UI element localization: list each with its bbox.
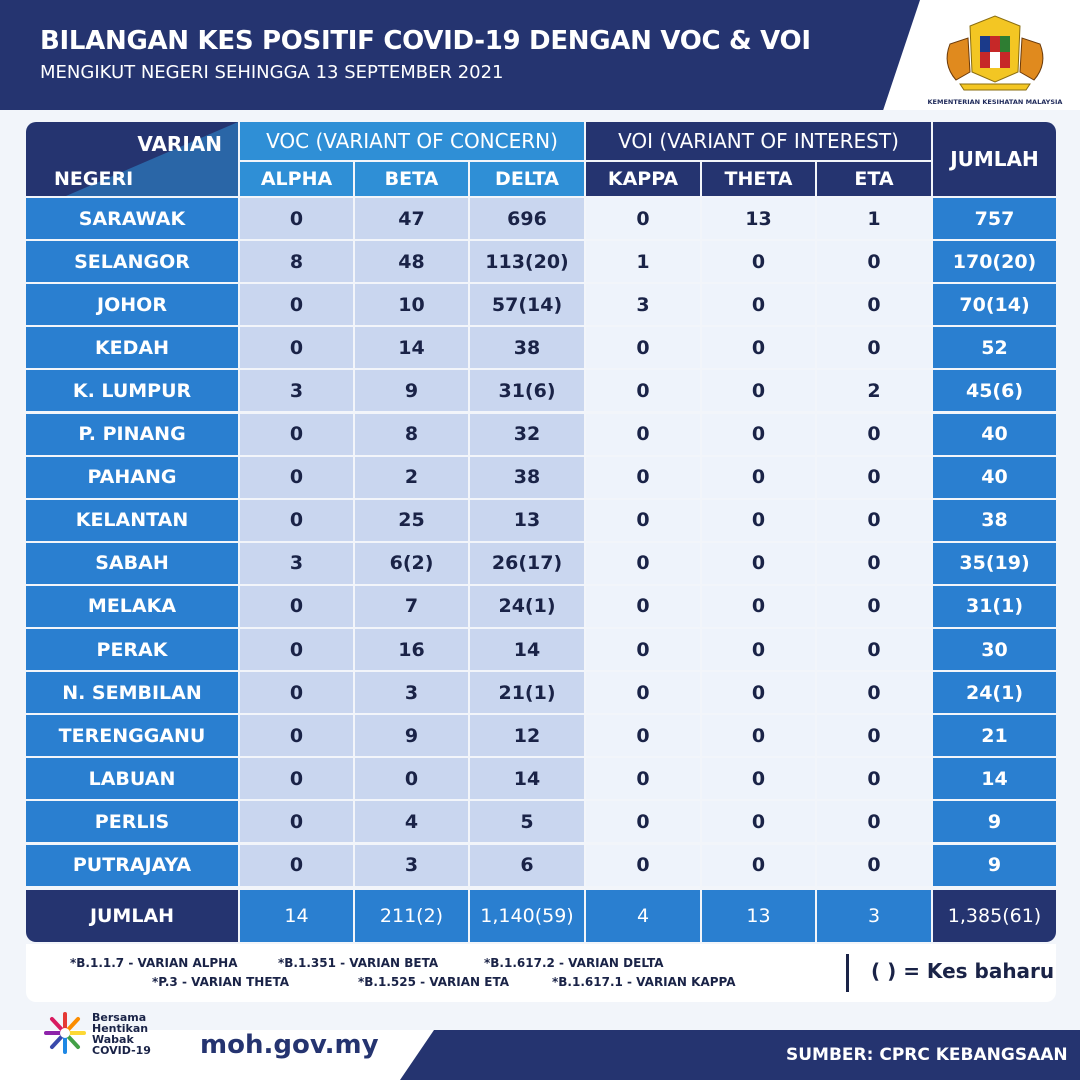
cell-theta: 0	[702, 543, 815, 584]
footer-total-alpha: 14	[240, 890, 353, 942]
row-state-label: PERLIS	[26, 801, 238, 842]
cell-beta: 25	[355, 500, 468, 541]
cell-kappa: 1	[586, 241, 700, 282]
cell-total: 38	[933, 500, 1056, 541]
cell-beta: 9	[355, 370, 468, 411]
cell-total: 52	[933, 327, 1056, 368]
cell-beta: 6(2)	[355, 543, 468, 584]
cell-alpha: 0	[240, 284, 353, 325]
cell-kappa: 0	[586, 500, 700, 541]
cell-eta: 0	[817, 457, 931, 498]
cell-theta: 0	[702, 715, 815, 756]
note-delta: *B.1.617.2 - VARIAN DELTA	[484, 956, 664, 970]
note-eta: *B.1.525 - VARIAN ETA	[358, 975, 509, 989]
cell-delta: 57(14)	[470, 284, 584, 325]
cell-alpha: 0	[240, 629, 353, 670]
voc-group-header: VOC (VARIANT OF CONCERN)	[240, 122, 584, 160]
covid-campaign-logo-icon	[42, 1010, 88, 1056]
row-state-label: N. SEMBILAN	[26, 672, 238, 713]
cell-total: 35(19)	[933, 543, 1056, 584]
variant-table	[26, 122, 1056, 942]
cell-kappa: 0	[586, 758, 700, 799]
cell-delta: 5	[470, 801, 584, 842]
row-state-label: SELANGOR	[26, 241, 238, 282]
cell-alpha: 3	[240, 543, 353, 584]
cell-beta: 16	[355, 629, 468, 670]
row-state-label: PERAK	[26, 629, 238, 670]
cell-total: 30	[933, 629, 1056, 670]
cell-total: 757	[933, 198, 1056, 239]
cell-delta: 21(1)	[470, 672, 584, 713]
column-header-alpha: ALPHA	[240, 162, 353, 196]
cell-theta: 0	[702, 672, 815, 713]
corner-label-varian: VARIAN	[137, 132, 222, 156]
cell-theta: 0	[702, 586, 815, 627]
cell-delta: 31(6)	[470, 370, 584, 411]
cell-theta: 0	[702, 801, 815, 842]
cell-delta: 113(20)	[470, 241, 584, 282]
row-state-label: PAHANG	[26, 457, 238, 498]
cell-alpha: 0	[240, 457, 353, 498]
cell-kappa: 0	[586, 414, 700, 455]
legend-divider	[846, 954, 849, 992]
cell-alpha: 0	[240, 672, 353, 713]
row-state-label: JOHOR	[26, 284, 238, 325]
cell-alpha: 0	[240, 845, 353, 886]
coat-of-arms-icon	[940, 14, 1050, 94]
cell-delta: 12	[470, 715, 584, 756]
cell-theta: 0	[702, 629, 815, 670]
cell-total: 24(1)	[933, 672, 1056, 713]
cell-beta: 10	[355, 284, 468, 325]
column-header-delta: DELTA	[470, 162, 584, 196]
cell-eta: 0	[817, 715, 931, 756]
cell-kappa: 3	[586, 284, 700, 325]
cell-total: 70(14)	[933, 284, 1056, 325]
campaign-text: Bersama Hentikan Wabak COVID-19	[92, 1011, 151, 1057]
cell-alpha: 0	[240, 801, 353, 842]
cell-beta: 4	[355, 801, 468, 842]
cell-beta: 14	[355, 327, 468, 368]
cell-beta: 3	[355, 845, 468, 886]
footer-total-eta: 3	[817, 890, 931, 942]
legend-new-cases: ( ) = Kes baharu	[871, 959, 1055, 983]
row-state-label: KEDAH	[26, 327, 238, 368]
cell-theta: 0	[702, 327, 815, 368]
cell-delta: 6	[470, 845, 584, 886]
footer-total-beta: 211(2)	[355, 890, 468, 942]
row-state-label: PUTRAJAYA	[26, 845, 238, 886]
cell-kappa: 0	[586, 370, 700, 411]
cell-alpha: 8	[240, 241, 353, 282]
corner-label-negeri: NEGERI	[54, 168, 134, 190]
cell-total: 9	[933, 845, 1056, 886]
cell-kappa: 0	[586, 543, 700, 584]
cell-total: 14	[933, 758, 1056, 799]
cell-kappa: 0	[586, 198, 700, 239]
notes-panel	[26, 944, 1056, 1002]
row-state-label: KELANTAN	[26, 500, 238, 541]
cell-alpha: 0	[240, 758, 353, 799]
cell-theta: 0	[702, 500, 815, 541]
cell-kappa: 0	[586, 672, 700, 713]
cell-theta: 0	[702, 370, 815, 411]
cell-eta: 0	[817, 543, 931, 584]
cell-kappa: 0	[586, 845, 700, 886]
cell-theta: 13	[702, 198, 815, 239]
column-header-beta: BETA	[355, 162, 468, 196]
cell-eta: 0	[817, 801, 931, 842]
cell-delta: 14	[470, 629, 584, 670]
cell-beta: 2	[355, 457, 468, 498]
note-beta: *B.1.351 - VARIAN BETA	[278, 956, 439, 970]
footer-total-delta: 1,140(59)	[470, 890, 584, 942]
row-state-label: TERENGGANU	[26, 715, 238, 756]
row-state-label: P. PINANG	[26, 414, 238, 455]
cell-total: 31(1)	[933, 586, 1056, 627]
cell-eta: 0	[817, 414, 931, 455]
cell-kappa: 0	[586, 715, 700, 756]
cell-eta: 0	[817, 284, 931, 325]
page-title: BILANGAN KES POSITIF COVID-19 DENGAN VOC & VOI	[40, 26, 811, 56]
row-state-label: K. LUMPUR	[26, 370, 238, 411]
cell-beta: 3	[355, 672, 468, 713]
cell-theta: 0	[702, 284, 815, 325]
column-header-theta: THETA	[702, 162, 815, 196]
cell-eta: 0	[817, 758, 931, 799]
cell-total: 40	[933, 457, 1056, 498]
cell-delta: 32	[470, 414, 584, 455]
cell-delta: 696	[470, 198, 584, 239]
cell-total: 40	[933, 414, 1056, 455]
page-subtitle: MENGIKUT NEGERI SEHINGGA 13 SEPTEMBER 2021	[40, 62, 504, 83]
cell-theta: 0	[702, 414, 815, 455]
row-state-label: SARAWAK	[26, 198, 238, 239]
column-header-eta: ETA	[817, 162, 931, 196]
cell-eta: 0	[817, 845, 931, 886]
cell-alpha: 0	[240, 586, 353, 627]
source-label: SUMBER: CPRC KEBANGSAAN	[786, 1045, 1068, 1065]
cell-delta: 14	[470, 758, 584, 799]
cell-theta: 0	[702, 845, 815, 886]
ministry-label: KEMENTERIAN KESIHATAN MALAYSIA	[927, 98, 1063, 106]
note-kappa: *B.1.617.1 - VARIAN KAPPA	[552, 975, 736, 989]
cell-total: 45(6)	[933, 370, 1056, 411]
footer-row-label: JUMLAH	[26, 890, 238, 942]
cell-beta: 47	[355, 198, 468, 239]
row-state-label: MELAKA	[26, 586, 238, 627]
cell-delta: 38	[470, 327, 584, 368]
cell-delta: 24(1)	[470, 586, 584, 627]
total-column-header: JUMLAH	[933, 122, 1056, 196]
cell-eta: 0	[817, 241, 931, 282]
cell-theta: 0	[702, 457, 815, 498]
cell-eta: 0	[817, 500, 931, 541]
row-state-label: LABUAN	[26, 758, 238, 799]
cell-beta: 7	[355, 586, 468, 627]
cell-delta: 38	[470, 457, 584, 498]
cell-alpha: 0	[240, 715, 353, 756]
cell-delta: 26(17)	[470, 543, 584, 584]
footer-total-theta: 13	[702, 890, 815, 942]
cell-eta: 0	[817, 327, 931, 368]
cell-theta: 0	[702, 758, 815, 799]
cell-kappa: 0	[586, 457, 700, 498]
column-header-kappa: KAPPA	[586, 162, 700, 196]
website-link[interactable]: moh.gov.my	[200, 1030, 379, 1060]
cell-kappa: 0	[586, 586, 700, 627]
cell-kappa: 0	[586, 629, 700, 670]
cell-delta: 13	[470, 500, 584, 541]
cell-beta: 9	[355, 715, 468, 756]
cell-alpha: 0	[240, 414, 353, 455]
row-state-label: SABAH	[26, 543, 238, 584]
cell-beta: 0	[355, 758, 468, 799]
cell-beta: 48	[355, 241, 468, 282]
note-theta: *P.3 - VARIAN THETA	[152, 975, 290, 989]
cell-eta: 2	[817, 370, 931, 411]
voi-group-header: VOI (VARIANT OF INTEREST)	[586, 122, 931, 160]
corner-header	[26, 122, 238, 196]
grand-total: 1,385(61)	[933, 890, 1056, 942]
cell-alpha: 0	[240, 198, 353, 239]
cell-eta: 0	[817, 629, 931, 670]
cell-eta: 0	[817, 586, 931, 627]
cell-total: 21	[933, 715, 1056, 756]
cell-eta: 1	[817, 198, 931, 239]
cell-eta: 0	[817, 672, 931, 713]
footer-total-kappa: 4	[586, 890, 700, 942]
note-alpha: *B.1.1.7 - VARIAN ALPHA	[70, 956, 238, 970]
cell-alpha: 0	[240, 327, 353, 368]
cell-kappa: 0	[586, 801, 700, 842]
cell-total: 9	[933, 801, 1056, 842]
cell-alpha: 3	[240, 370, 353, 411]
cell-beta: 8	[355, 414, 468, 455]
cell-total: 170(20)	[933, 241, 1056, 282]
cell-theta: 0	[702, 241, 815, 282]
cell-alpha: 0	[240, 500, 353, 541]
cell-kappa: 0	[586, 327, 700, 368]
